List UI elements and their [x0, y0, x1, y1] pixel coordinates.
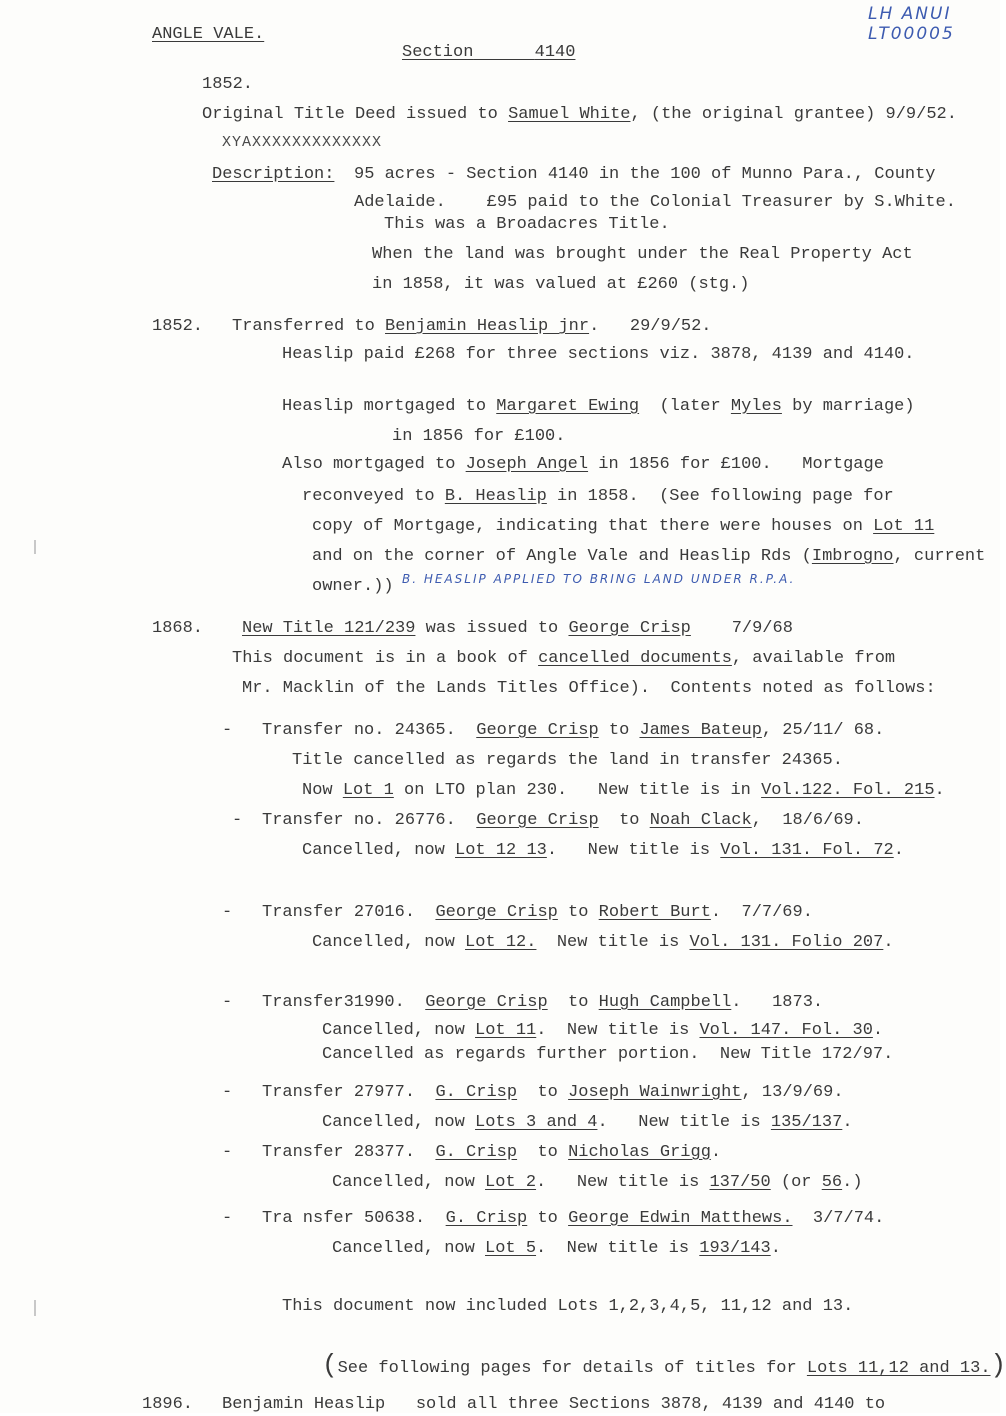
transfer-entry: Transfer31990. George Crisp to Hugh Campbell. 1873. [262, 993, 824, 1012]
transfer-detail: Cancelled as regards further portion. New Title 172/97. [322, 1045, 894, 1064]
transfer-entry: Transfer 28377. G. Crisp to Nicholas Grigg. [262, 1143, 722, 1162]
list-dash: - [222, 903, 233, 922]
included-lots-line: This document now included Lots 1,2,3,4,5, 11,12 and 13. [282, 1297, 854, 1316]
grantee-name: Samuel White [508, 105, 631, 124]
description-line: Adelaide. £95 paid to the Colonial Treasurer by S.White. [354, 193, 956, 212]
section-label: Section [402, 43, 474, 62]
description-line: 95 acres - Section 4140 in the 100 of Munno Para., County [354, 165, 936, 184]
transfer-entry: Transfer no. 26776. George Crisp to Noah Clack, 18/6/69. [262, 811, 864, 830]
transfer-detail: Cancelled, now Lot 12 13. New title is Vol. 131. Fol. 72. [302, 841, 904, 860]
original-deed-line: Original Title Deed issued to Samuel White, (the original grantee) 9/9/52. [202, 105, 957, 124]
section-number: 4140 [534, 43, 576, 62]
archive-ref-line2: LT00005 [868, 24, 955, 44]
list-dash: - [232, 811, 243, 830]
section-heading [402, 42, 575, 64]
transfer-detail: Cancelled, now Lots 3 and 4. New title is 135/137. [322, 1113, 853, 1132]
list-dash: - [222, 993, 233, 1012]
transfer-detail: Title cancelled as regards the land in transfer 24365. [292, 751, 843, 770]
list-dash: - [222, 721, 233, 740]
transfer-entry: Transfer no. 24365. George Crisp to James Bateup, 25/11/ 68. [262, 721, 885, 740]
left-margin-mark [34, 1300, 36, 1316]
handwritten-note: B. HEASLIP APPLIED TO BRING LAND UNDER R.P.A. [402, 572, 796, 586]
mortgage-line: Also mortgaged to Joseph Angel in 1856 for £100. Mortgage [282, 455, 884, 474]
see-following-line: (See following pages for details of titles for Lots 11,12 and 13.) [322, 1350, 1006, 1380]
transfer-detail: Now Lot 1 on LTO plan 230. New title is in Vol.122. Fol. 215. [302, 781, 945, 800]
transfer-detail: Cancelled, now Lot 5. New title is 193/143. [332, 1239, 781, 1258]
place-heading: ANGLE VALE. [152, 25, 265, 44]
year-1896: 1896. [142, 1395, 194, 1414]
transfer-entry: Transfer 27016. George Crisp to Robert Burt. 7/7/69. [262, 903, 813, 922]
book-line: This document is in a book of cancelled documents, available from [232, 649, 896, 668]
description-line: This was a Broadacres Title. [384, 215, 670, 234]
transfer-1852-line: Transferred to Benjamin Heaslip jnr. 29/9/52. [232, 317, 712, 336]
mortgage-line: reconveyed to B. Heaslip in 1858. (See following page for [302, 487, 894, 506]
transfer-detail: Cancelled, now Lot 2. New title is 137/50 (or 56.) [332, 1173, 863, 1192]
transferee-name: Benjamin Heaslip jnr [385, 317, 590, 336]
transfer-entry: Tra nsfer 50638. G. Crisp to George Edwin Matthews. 3/7/74. [262, 1209, 885, 1228]
mortgage-line: copy of Mortgage, indicating that there were houses on Lot 11 [312, 517, 935, 536]
intro-year: 1852. [202, 75, 254, 94]
list-dash: - [222, 1083, 233, 1102]
mortgage-line: and on the corner of Angle Vale and Heaslip Rds (Imbrogno, current [312, 547, 986, 566]
year-1852: 1852. [152, 317, 204, 336]
mortgage-line: Heaslip mortgaged to Margaret Ewing (later Myles by marriage) [282, 397, 915, 416]
transfer-entry: Transfer 27977. G. Crisp to Joseph Wainwright, 13/9/69. [262, 1083, 844, 1102]
struck-out-text: XYAXXXXXXXXXXXXX [222, 134, 383, 151]
description-line: in 1858, it was valued at £260 (stg.) [372, 275, 750, 294]
description-line: When the land was brought under the Real Property Act [372, 245, 913, 264]
mortgage-line: owner.)) [312, 577, 394, 596]
new-title-line: New Title 121/239 was issued to George Crisp 7/9/68 [242, 619, 793, 638]
transfer-detail: Cancelled, now Lot 12. New title is Vol. 131. Folio 207. [312, 933, 894, 952]
mortgage-line: in 1856 for £100. [392, 427, 566, 446]
description-label: Description: [212, 165, 335, 184]
left-margin-mark [34, 540, 36, 554]
heaslip-paid-line: Heaslip paid £268 for three sections viz. 3878, 4139 and 4140. [282, 345, 915, 364]
year-1868: 1868. [152, 619, 204, 638]
archive-ref-line1: LH ANUI [868, 4, 952, 24]
transfer-detail: Cancelled, now Lot 11. New title is Vol. 147. Fol. 30. [322, 1021, 884, 1040]
macklin-line: Mr. Macklin of the Lands Titles Office). Contents noted as follows: [242, 679, 936, 698]
footer-line: Benjamin Heaslip sold all three Sections 3878, 4139 and 4140 to [222, 1395, 886, 1414]
list-dash: - [222, 1209, 233, 1228]
list-dash: - [222, 1143, 233, 1162]
